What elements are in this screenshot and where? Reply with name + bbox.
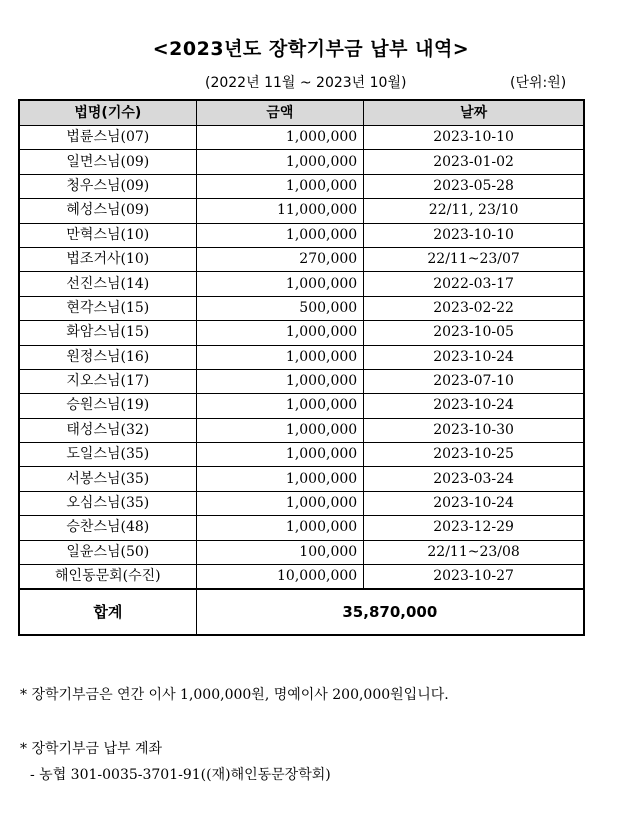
table-row bbox=[19, 150, 584, 174]
donor-name-cell: 태성스님(32) bbox=[19, 418, 196, 442]
date-cell: 2023-10-05 bbox=[364, 321, 584, 345]
amount-cell: 1,000,000 bbox=[196, 443, 364, 467]
donor-name-cell: 선진스님(14) bbox=[19, 272, 196, 296]
date-cell: 22/11~23/08 bbox=[364, 540, 584, 564]
date-cell: 22/11, 23/10 bbox=[364, 199, 584, 223]
amount-cell: 1,000,000 bbox=[196, 467, 364, 491]
date-cell: 2023-07-10 bbox=[364, 369, 584, 393]
donor-name-cell: 현각스님(15) bbox=[19, 296, 196, 320]
donor-name-cell: 혜성스님(09) bbox=[19, 199, 196, 223]
note-annual-fee: * 장학기부금은 연간 이사 1,000,000원, 명예이사 200,000원입니다. bbox=[20, 687, 449, 703]
date-cell: 2023-10-24 bbox=[364, 345, 584, 369]
table-row bbox=[19, 296, 584, 320]
date-cell: 2023-10-30 bbox=[364, 418, 584, 442]
total-label: 합계 bbox=[19, 589, 196, 635]
amount-cell: 11,000,000 bbox=[196, 199, 364, 223]
table-row bbox=[19, 516, 584, 540]
amount-cell: 270,000 bbox=[196, 247, 364, 271]
date-cell: 2023-01-02 bbox=[364, 150, 584, 174]
header-date: 날짜 bbox=[364, 100, 584, 126]
amount-cell: 1,000,000 bbox=[196, 369, 364, 393]
donor-name-cell: 일면스님(09) bbox=[19, 150, 196, 174]
date-cell: 2023-05-28 bbox=[364, 174, 584, 198]
total-row bbox=[19, 589, 584, 635]
date-cell: 2023-02-22 bbox=[364, 296, 584, 320]
donor-name-cell: 승원스님(19) bbox=[19, 394, 196, 418]
amount-cell: 1,000,000 bbox=[196, 345, 364, 369]
table-row bbox=[19, 369, 584, 393]
date-cell: 2023-03-24 bbox=[364, 467, 584, 491]
donor-name-cell: 도일스님(35) bbox=[19, 443, 196, 467]
table-row bbox=[19, 247, 584, 271]
donor-name-cell: 화암스님(15) bbox=[19, 321, 196, 345]
donation-table bbox=[18, 99, 585, 636]
amount-cell: 1,000,000 bbox=[196, 321, 364, 345]
donor-name-cell: 법조거사(10) bbox=[19, 247, 196, 271]
date-cell: 2022-03-17 bbox=[364, 272, 584, 296]
total-value: 35,870,000 bbox=[196, 589, 584, 635]
table-row bbox=[19, 565, 584, 590]
table-row bbox=[19, 394, 584, 418]
date-cell: 22/11~23/07 bbox=[364, 247, 584, 271]
table-header-row bbox=[19, 100, 584, 126]
date-cell: 2023-10-25 bbox=[364, 443, 584, 467]
amount-cell: 1,000,000 bbox=[196, 418, 364, 442]
donor-name-cell: 해인동문회(수진) bbox=[19, 565, 196, 590]
donor-name-cell: 청우스님(09) bbox=[19, 174, 196, 198]
table-row bbox=[19, 174, 584, 198]
table-row bbox=[19, 418, 584, 442]
note-account-title: * 장학기부금 납부 계좌 bbox=[20, 741, 163, 757]
header-name: 법명(기수) bbox=[19, 100, 196, 126]
table-row bbox=[19, 223, 584, 247]
table-row bbox=[19, 126, 584, 150]
amount-cell: 1,000,000 bbox=[196, 174, 364, 198]
table-row bbox=[19, 199, 584, 223]
date-cell: 2023-10-10 bbox=[364, 126, 584, 150]
donor-name-cell: 승찬스님(48) bbox=[19, 516, 196, 540]
amount-cell: 10,000,000 bbox=[196, 565, 364, 590]
period-label: (2022년 11월 ~ 2023년 10월) bbox=[205, 75, 407, 91]
table-row bbox=[19, 491, 584, 515]
amount-cell: 1,000,000 bbox=[196, 394, 364, 418]
date-cell: 2023-10-24 bbox=[364, 491, 584, 515]
amount-cell: 100,000 bbox=[196, 540, 364, 564]
unit-label: (단위:원) bbox=[510, 75, 567, 91]
table-row bbox=[19, 443, 584, 467]
donor-name-cell: 만혁스님(10) bbox=[19, 223, 196, 247]
amount-cell: 1,000,000 bbox=[196, 223, 364, 247]
amount-cell: 1,000,000 bbox=[196, 126, 364, 150]
note-account-number: - 농협 301-0035-3701-91((재)해인동문장학회) bbox=[30, 767, 331, 783]
table-row bbox=[19, 345, 584, 369]
date-cell: 2023-10-24 bbox=[364, 394, 584, 418]
amount-cell: 1,000,000 bbox=[196, 272, 364, 296]
amount-cell: 1,000,000 bbox=[196, 150, 364, 174]
page-title: <2023년도 장학기부금 납부 내역> bbox=[152, 38, 470, 60]
donor-name-cell: 법륜스님(07) bbox=[19, 126, 196, 150]
table-row bbox=[19, 540, 584, 564]
amount-cell: 500,000 bbox=[196, 296, 364, 320]
date-cell: 2023-10-10 bbox=[364, 223, 584, 247]
table-row bbox=[19, 321, 584, 345]
amount-cell: 1,000,000 bbox=[196, 516, 364, 540]
donor-name-cell: 일윤스님(50) bbox=[19, 540, 196, 564]
table-row bbox=[19, 272, 584, 296]
donor-name-cell: 지오스님(17) bbox=[19, 369, 196, 393]
table-row bbox=[19, 467, 584, 491]
donor-name-cell: 오심스님(35) bbox=[19, 491, 196, 515]
date-cell: 2023-10-27 bbox=[364, 565, 584, 590]
amount-cell: 1,000,000 bbox=[196, 491, 364, 515]
donor-name-cell: 서봉스님(35) bbox=[19, 467, 196, 491]
donor-name-cell: 원정스님(16) bbox=[19, 345, 196, 369]
date-cell: 2023-12-29 bbox=[364, 516, 584, 540]
header-amount: 금액 bbox=[196, 100, 364, 126]
